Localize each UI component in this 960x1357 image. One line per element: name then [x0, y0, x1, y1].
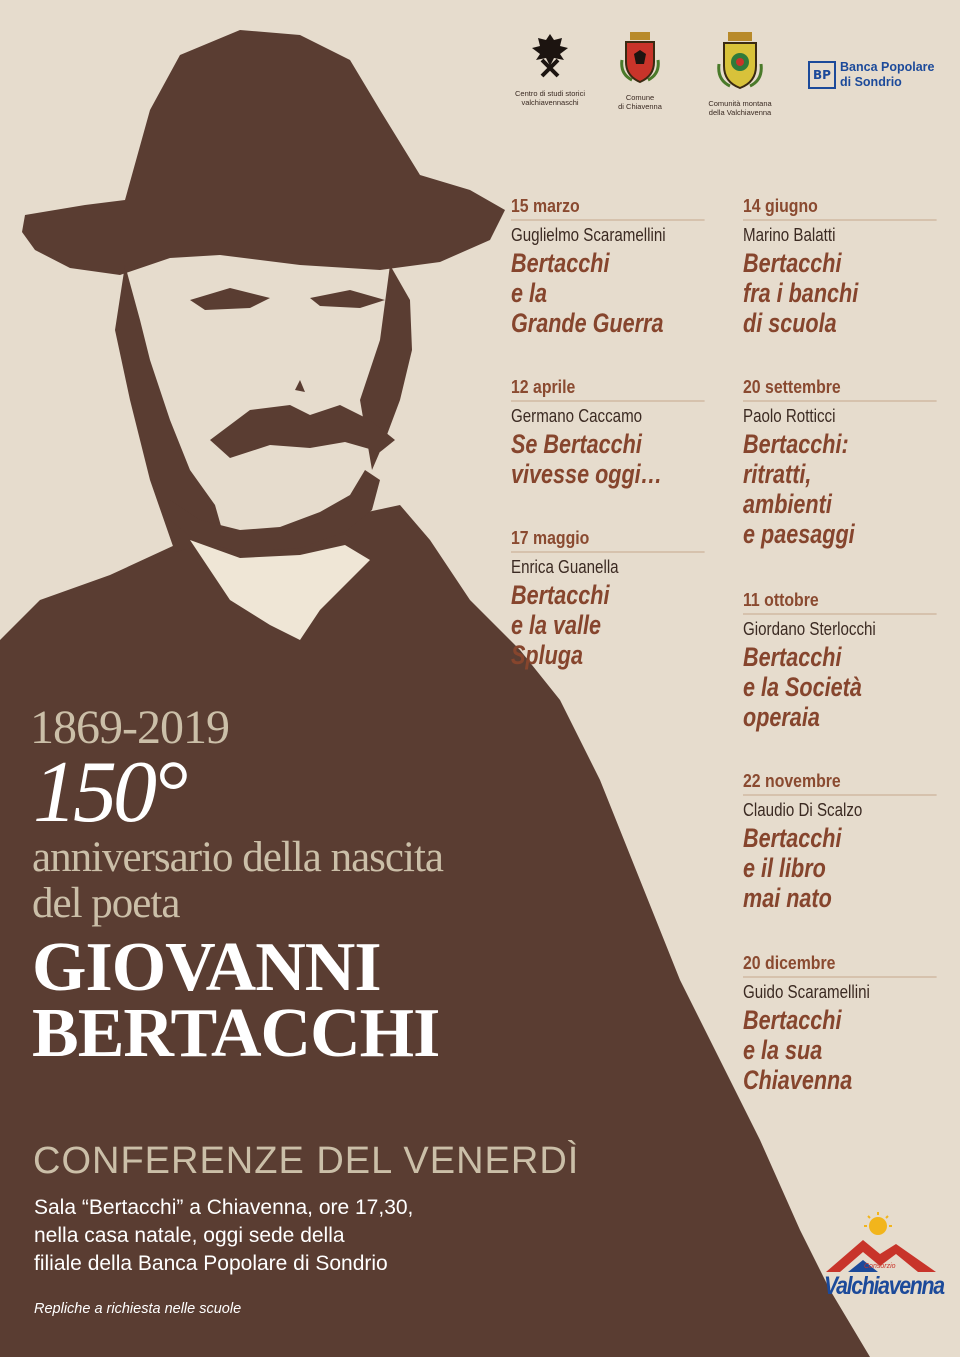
event-4	[743, 196, 938, 338]
anniversary-subtitle: anniversario della nascita del poeta	[32, 834, 443, 927]
event-title: Bertacchi e il libro mai nato	[743, 823, 842, 913]
event-date: 20 settembre	[743, 377, 937, 402]
event-5	[743, 377, 938, 549]
event-8	[743, 953, 938, 1095]
event-3	[511, 528, 706, 670]
event-speaker: Guglielmo Scaramellini	[511, 225, 666, 245]
valchiavenna-wordmark: Valchiavenna	[824, 1272, 944, 1300]
centro-studi-logo	[500, 30, 600, 107]
venue-info: Sala “Bertacchi” a Chiavenna, ore 17,30, nella casa natale, oggi sede della filiale della Banca Popolare di Sondrio	[34, 1196, 414, 1275]
comune-caption: Comune di Chiavenna	[618, 93, 662, 111]
series-title: CONFERENZE DEL VENERDÌ	[33, 1140, 580, 1182]
event-date: 22 novembre	[743, 771, 937, 796]
event-speaker: Enrica Guanella	[511, 557, 619, 577]
event-date: 14 giugno	[743, 196, 937, 221]
event-speaker: Guido Scaramellini	[743, 982, 870, 1002]
bank-name-line1: Banca Popolare	[840, 60, 935, 74]
partner-logos	[490, 30, 950, 130]
bank-name-line2: di Sondrio	[840, 75, 902, 89]
years-range: 1869-2019	[30, 701, 229, 754]
eagle-crest-icon	[528, 30, 572, 82]
comunita-caption: Comunità montana della Valchiavenna	[708, 99, 772, 117]
event-speaker: Giordano Sterlocchi	[743, 619, 876, 639]
event-title: Bertacchi e la sua Chiavenna	[743, 1005, 853, 1095]
comunita-shield-icon	[716, 30, 764, 92]
event-title: Bertacchi e la Grande Guerra	[511, 248, 664, 338]
event-speaker: Germano Caccamo	[511, 406, 643, 426]
event-speaker: Paolo Rotticci	[743, 406, 836, 426]
event-date: 11 ottobre	[743, 590, 937, 615]
comunita-montana-logo	[685, 30, 795, 117]
event-title: Bertacchi fra i banchi di scuola	[743, 248, 859, 338]
comune-logo	[600, 30, 680, 111]
event-7	[743, 771, 938, 913]
sun-icon	[864, 1212, 892, 1235]
bank-mark-icon: BP	[808, 61, 836, 89]
event-date: 15 marzo	[511, 196, 705, 221]
event-2	[511, 377, 706, 489]
comune-shield-icon	[618, 30, 662, 86]
school-note: Repliche a richiesta nelle scuole	[34, 1301, 242, 1317]
event-title: Se Bertacchi vivesse oggi…	[511, 429, 663, 489]
sponsor-tagline: Consorzio	[864, 1263, 896, 1270]
event-title: Bertacchi e la valle Spluga	[511, 580, 610, 670]
event-date: 20 dicembre	[743, 953, 937, 978]
event-speaker: Marino Balatti	[743, 225, 836, 245]
centro-studi-caption: Centro di studi storici valchiavennaschi	[514, 89, 586, 107]
event-date: 17 maggio	[511, 528, 705, 553]
poet-name: GIOVANNI BERTACCHI	[32, 929, 440, 1072]
banca-popolare-logo	[808, 60, 938, 90]
bank-name	[840, 60, 934, 90]
event-date: 12 aprile	[511, 377, 705, 402]
event-title: Bertacchi e la Società operaia	[743, 642, 862, 732]
event-1	[511, 196, 706, 338]
anniversary-number: 150°	[33, 744, 185, 841]
event-speaker: Claudio Di Scalzo	[743, 800, 863, 820]
event-6	[743, 590, 938, 732]
event-title: Bertacchi: ritratti, ambienti e paesaggi	[743, 429, 855, 549]
